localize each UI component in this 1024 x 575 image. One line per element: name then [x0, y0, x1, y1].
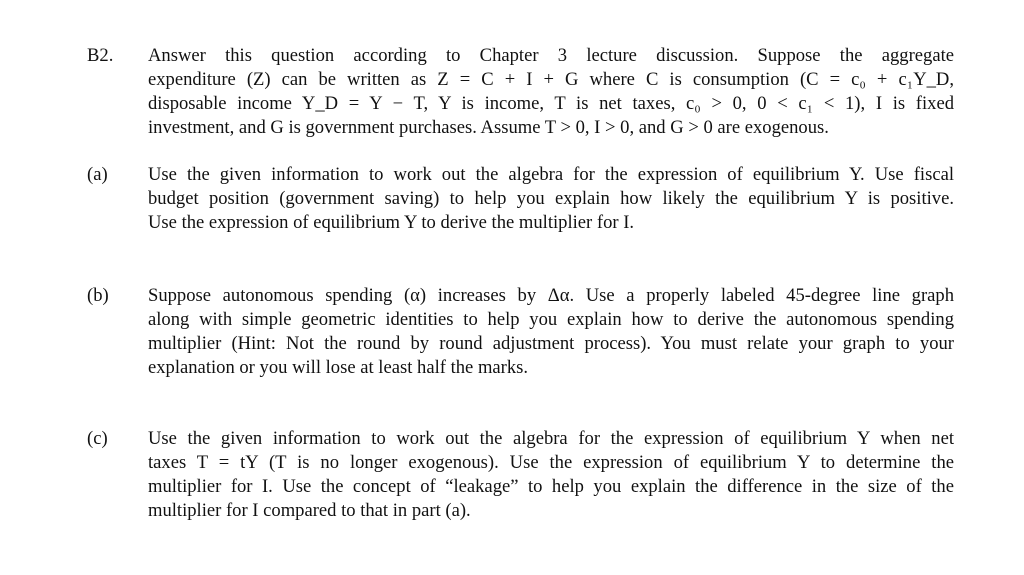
question-b-line-2: along with simple geometric identities to help you explain how to derive the autonomous spending [148, 309, 954, 330]
question-b-line-1: Suppose autonomous spending (α) increases by Δα. Use a properly labeled 45-degree line graph [148, 285, 954, 306]
question-b-line-3: multiplier (Hint: Not the round by round adjustment process). You must relate your graph to your [148, 333, 954, 354]
question-text-a [148, 163, 954, 235]
question-label-a: (a) [87, 164, 108, 185]
question-b-line-4: explanation or you will lose at least half the marks. [148, 357, 529, 378]
question-a-line-1: Use the given information to work out the algebra for the expression of equilibrium Y. Use fiscal [148, 164, 954, 185]
question-b2-line-2: expenditure (Z) can be written as Z = C + I + G where C is consumption (C = c₀ + c₁Y_D, [148, 69, 954, 90]
question-b2-line-4: investment, and G is government purchases. Assume T > 0, I > 0, and G > 0 are exogenous. [148, 117, 829, 138]
question-c-line-3: multiplier for I. Use the concept of “leakage” to help you explain the difference in the size of the [148, 476, 954, 497]
question-a-line-2: budget position (government saving) to help you explain how likely the equilibrium Y is positive. [148, 188, 954, 209]
question-label-b: (b) [87, 285, 109, 306]
question-text-b [148, 284, 954, 380]
question-label-b2: B2. [87, 45, 114, 66]
question-c-line-1: Use the given information to work out the algebra for the expression of equilibrium Y when net [148, 428, 954, 449]
question-text-c [148, 427, 954, 523]
question-c-line-4: multiplier for I compared to that in part (a). [148, 500, 471, 521]
question-label-c: (c) [87, 428, 108, 449]
question-b2-line-3: disposable income Y_D = Y − T, Y is income, T is net taxes, c₀ > 0, 0 < c₁ < 1), I is fixed [148, 93, 954, 114]
question-a-line-3: Use the expression of equilibrium Y to derive the multiplier for I. [148, 212, 635, 233]
question-b2-line-1: Answer this question according to Chapter 3 lecture discussion. Suppose the aggregate [148, 45, 954, 66]
question-c-line-2: taxes T = tY (T is no longer exogenous). Use the expression of equilibrium Y to determine the [148, 452, 954, 473]
question-text-b2 [148, 44, 954, 140]
